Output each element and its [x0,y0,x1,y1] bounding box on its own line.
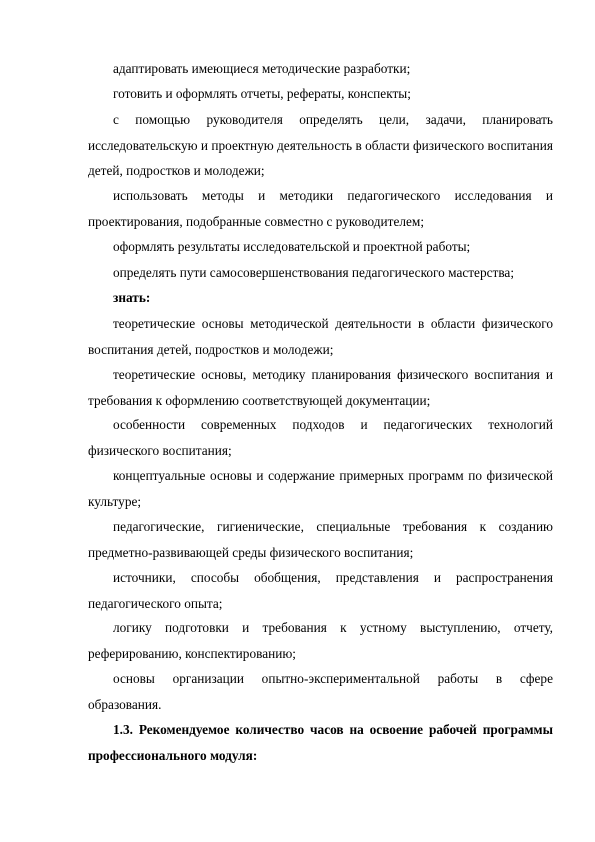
paragraph-format-results: оформлять результаты исследовательской и проектной работы; [113,239,471,254]
paragraph-theory-planning: теоретические основы, методику планирования физического воспитания и требования к оформлению соответствующей документации; [88,367,553,408]
paragraph-conceptual-basics: концептуальные основы и содержание примерных программ по физической культуре; [88,468,553,509]
paragraph-know-label: знать: [113,290,151,305]
paragraph-experience-sources: источники, способы обобщения, представления и распространения педагогического опыта; [88,570,553,611]
paragraph-adapt-methods: адаптировать имеющиеся методические разработки; [113,61,411,76]
paragraph-requirements-environment: педагогические, гигиенические, специальные требования к созданию предметно-развивающей среды физического воспитания; [88,519,553,560]
paragraph-experimental-work: основы организации опытно-экспериментальной работы в сфере образования. [88,671,553,712]
section-heading-1-3: 1.3. Рекомендуемое количество часов на освоение рабочей программы профессионального модуля: [88,722,553,763]
paragraph-prepare-reports: готовить и оформлять отчеты, рефераты, конспекты; [113,86,411,101]
paragraph-modern-approaches: особенности современных подходов и педагогических технологий физического воспитания; [88,417,553,458]
paragraph-self-improvement: определять пути самосовершенствования педагогического мастерства; [113,265,515,280]
paragraph-speech-logic: логику подготовки и требования к устному выступлению, отчету, реферированию, конспектированию; [88,620,553,661]
paragraph-use-methods: использовать методы и методики педагогического исследования и проектирования, подобранные совместно с руководителем; [88,188,553,229]
paragraph-plan-research: с помощью руководителя определять цели, задачи, планировать исследовательскую и проектную деятельность в области физического воспитания детей, подростков и молодежи; [88,112,553,178]
paragraph-theory-methodical: теоретические основы методической деятельности в области физического воспитания детей, подростков и молодежи; [88,316,553,357]
